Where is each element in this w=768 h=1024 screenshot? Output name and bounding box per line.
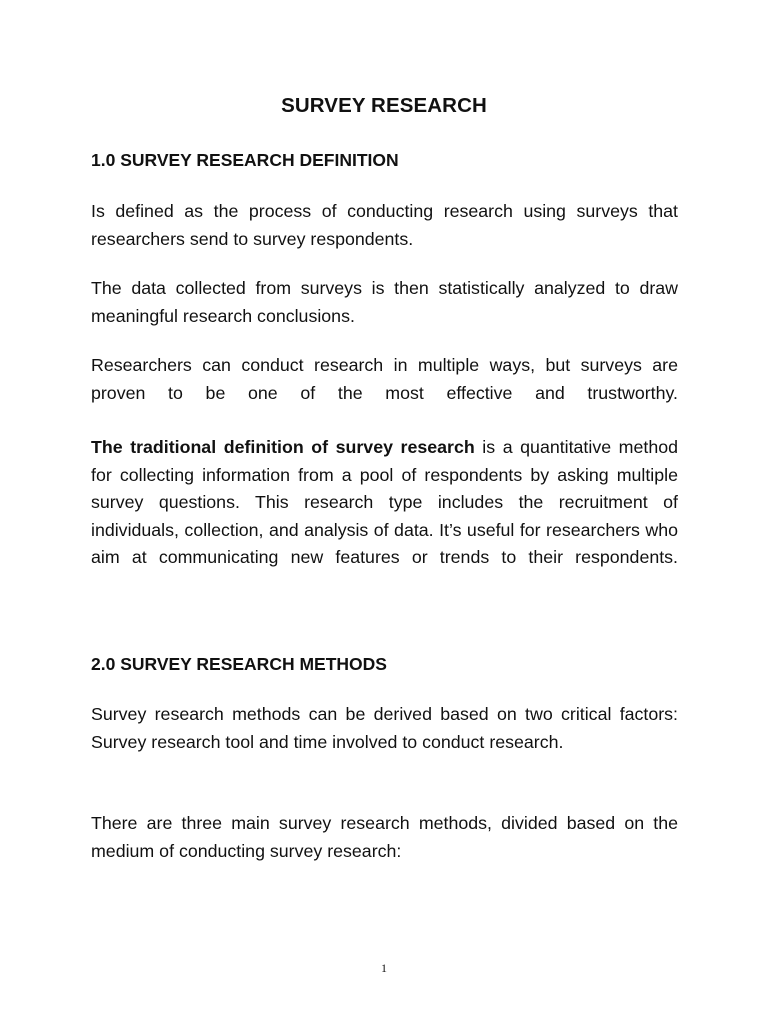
section-1-paragraph-2: The data collected from surveys is then statistically analyzed to draw meaningful research conclusions. [91,278,678,326]
section-2-heading: 2.0 SURVEY RESEARCH METHODS [91,654,387,674]
section-2-paragraph-2: There are three main survey research methods, divided based on the medium of conducting survey research: [91,813,678,861]
bold-definition-phrase: The traditional definition of survey research [91,437,475,457]
page-number: 1 [381,961,387,975]
section-2-paragraph-1: Survey research methods can be derived based on two critical factors: Survey research tool and time involved to conduct research. [91,704,678,752]
section-1-paragraph-3: Researchers can conduct research in multiple ways, but surveys are proven to be one of the most effective and trustworthy. [91,355,678,403]
section-1-paragraph-4 [91,434,678,572]
document-title: SURVEY RESEARCH [281,94,487,117]
definition-text: is a quantitative method for collecting information from a pool of respondents by asking multiple survey questions. This research type includes the recruitment of individuals, collection, and analysis of data. It’s useful for researchers who aim at communicating new features or trends to their respondents. [91,437,678,567]
section-1-heading: 1.0 SURVEY RESEARCH DEFINITION [91,150,399,170]
section-1-paragraph-1: Is defined as the process of conducting research using surveys that researchers send to survey respondents. [91,201,678,249]
